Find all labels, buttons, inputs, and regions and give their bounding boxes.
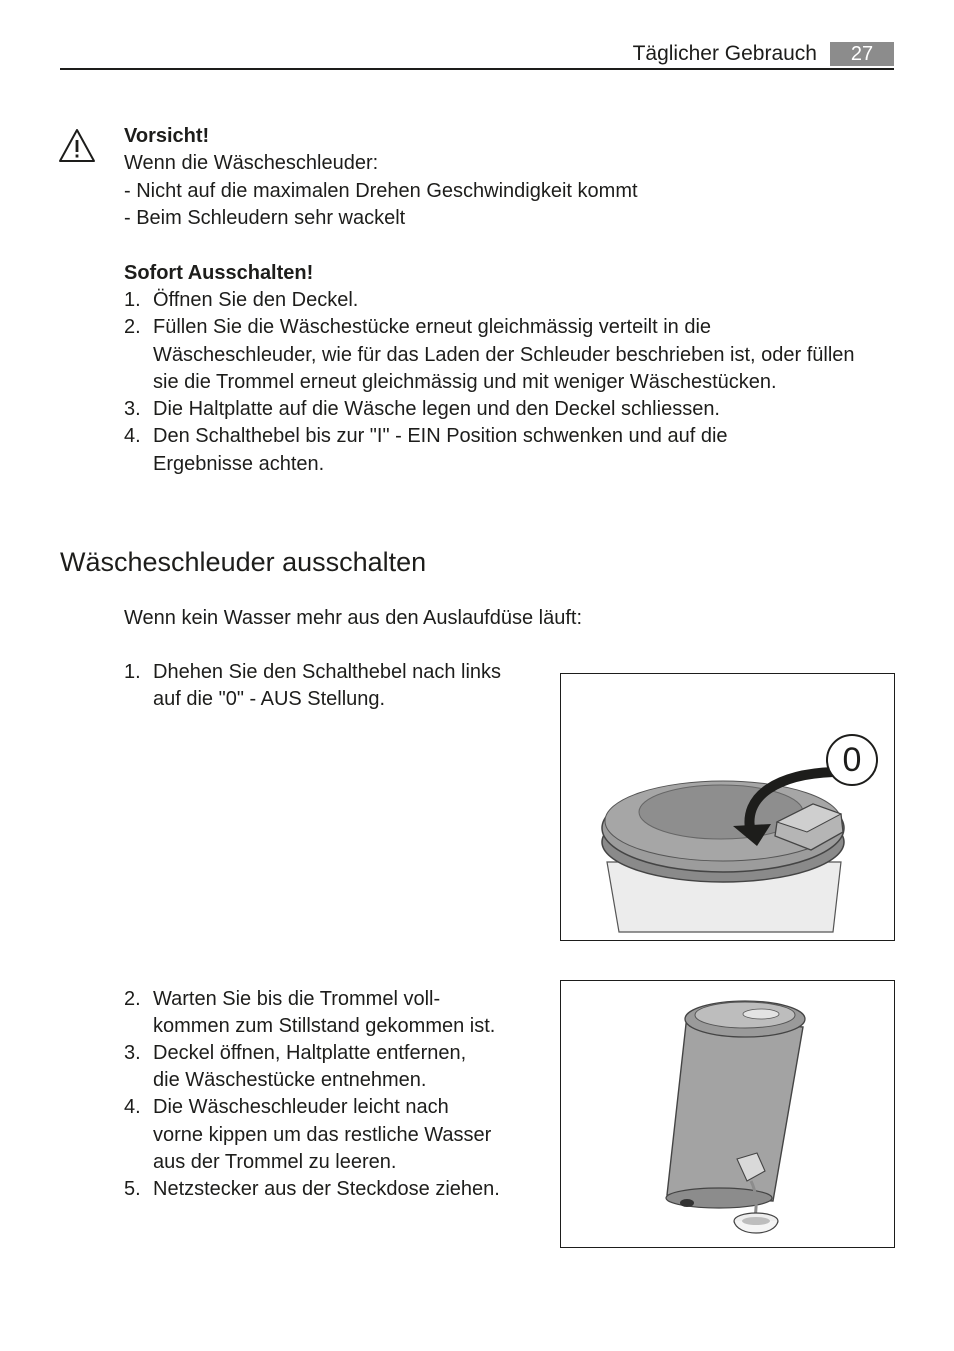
- step-text: Die Haltplatte auf die Wäsche legen und den Deckel schliessen.: [153, 398, 720, 420]
- step-number: 4.: [124, 425, 141, 447]
- header-section-title: Täglicher Gebrauch: [632, 42, 817, 65]
- step-text: Ergebnisse achten.: [153, 453, 325, 475]
- figure-switch-off: [560, 673, 895, 941]
- header-rule: [60, 68, 894, 70]
- caution-action-title: Sofort Ausschalten!: [124, 262, 314, 284]
- dial-label: 0: [842, 741, 862, 779]
- step-text: Deckel öffnen, Haltplatte entfernen,: [153, 1042, 467, 1064]
- step-number: 3.: [124, 398, 141, 420]
- step-text: Die Wäscheschleuder leicht nach: [153, 1096, 449, 1118]
- caution-intro: Wenn die Wäscheschleuder:: [124, 152, 379, 174]
- section-intro: Wenn kein Wasser mehr aus den Auslaufdüse läuft:: [124, 607, 583, 629]
- step-number: 5.: [124, 1178, 141, 1200]
- step-text: Öffnen Sie den Deckel.: [153, 289, 359, 311]
- spin-dryer-lid-illustration: [561, 674, 894, 940]
- step-number: 1.: [124, 661, 141, 683]
- step-text: kommen zum Stillstand gekommen ist.: [153, 1015, 496, 1037]
- step-number: 2.: [124, 316, 141, 338]
- spin-dryer-tilted-illustration: [561, 981, 894, 1247]
- warning-triangle-icon: [58, 128, 96, 164]
- step-text: Netzstecker aus der Steckdose ziehen.: [153, 1178, 500, 1200]
- step-text: Den Schalthebel bis zur "I" - EIN Position schwenken und auf die: [153, 425, 728, 447]
- step-number: 4.: [124, 1096, 141, 1118]
- step-text: Füllen Sie die Wäschestücke erneut gleichmässig verteilt in die: [153, 316, 712, 338]
- step-number: 3.: [124, 1042, 141, 1064]
- step-number: 2.: [124, 988, 141, 1010]
- figure-drain-water: [560, 980, 895, 1248]
- page-number: 27: [830, 42, 894, 66]
- caution-bullet: - Nicht auf die maximalen Drehen Geschwindigkeit kommt: [124, 180, 638, 202]
- step-text: die Wäschestücke entnehmen.: [153, 1069, 427, 1091]
- step-text: auf die "0" - AUS Stellung.: [153, 688, 386, 710]
- step-text: Dhehen Sie den Schalthebel nach links: [153, 661, 502, 683]
- step-text: Wäscheschleuder, wie für das Laden der Schleuder beschrieben ist, oder füllen: [153, 344, 855, 366]
- step-text: sie die Trommel erneut gleichmässig und mit weniger Wäschestücken.: [153, 371, 777, 393]
- caution-bullet: - Beim Schleudern sehr wackelt: [124, 207, 406, 229]
- step-number: 1.: [124, 289, 141, 311]
- section-heading: Wäscheschleuder ausschalten: [60, 547, 427, 577]
- step-text: aus der Trommel zu leeren.: [153, 1151, 397, 1173]
- step-text: vorne kippen um das restliche Wasser: [153, 1124, 492, 1146]
- step-text: Warten Sie bis die Trommel voll-: [153, 988, 441, 1010]
- caution-title: Vorsicht!: [124, 125, 210, 147]
